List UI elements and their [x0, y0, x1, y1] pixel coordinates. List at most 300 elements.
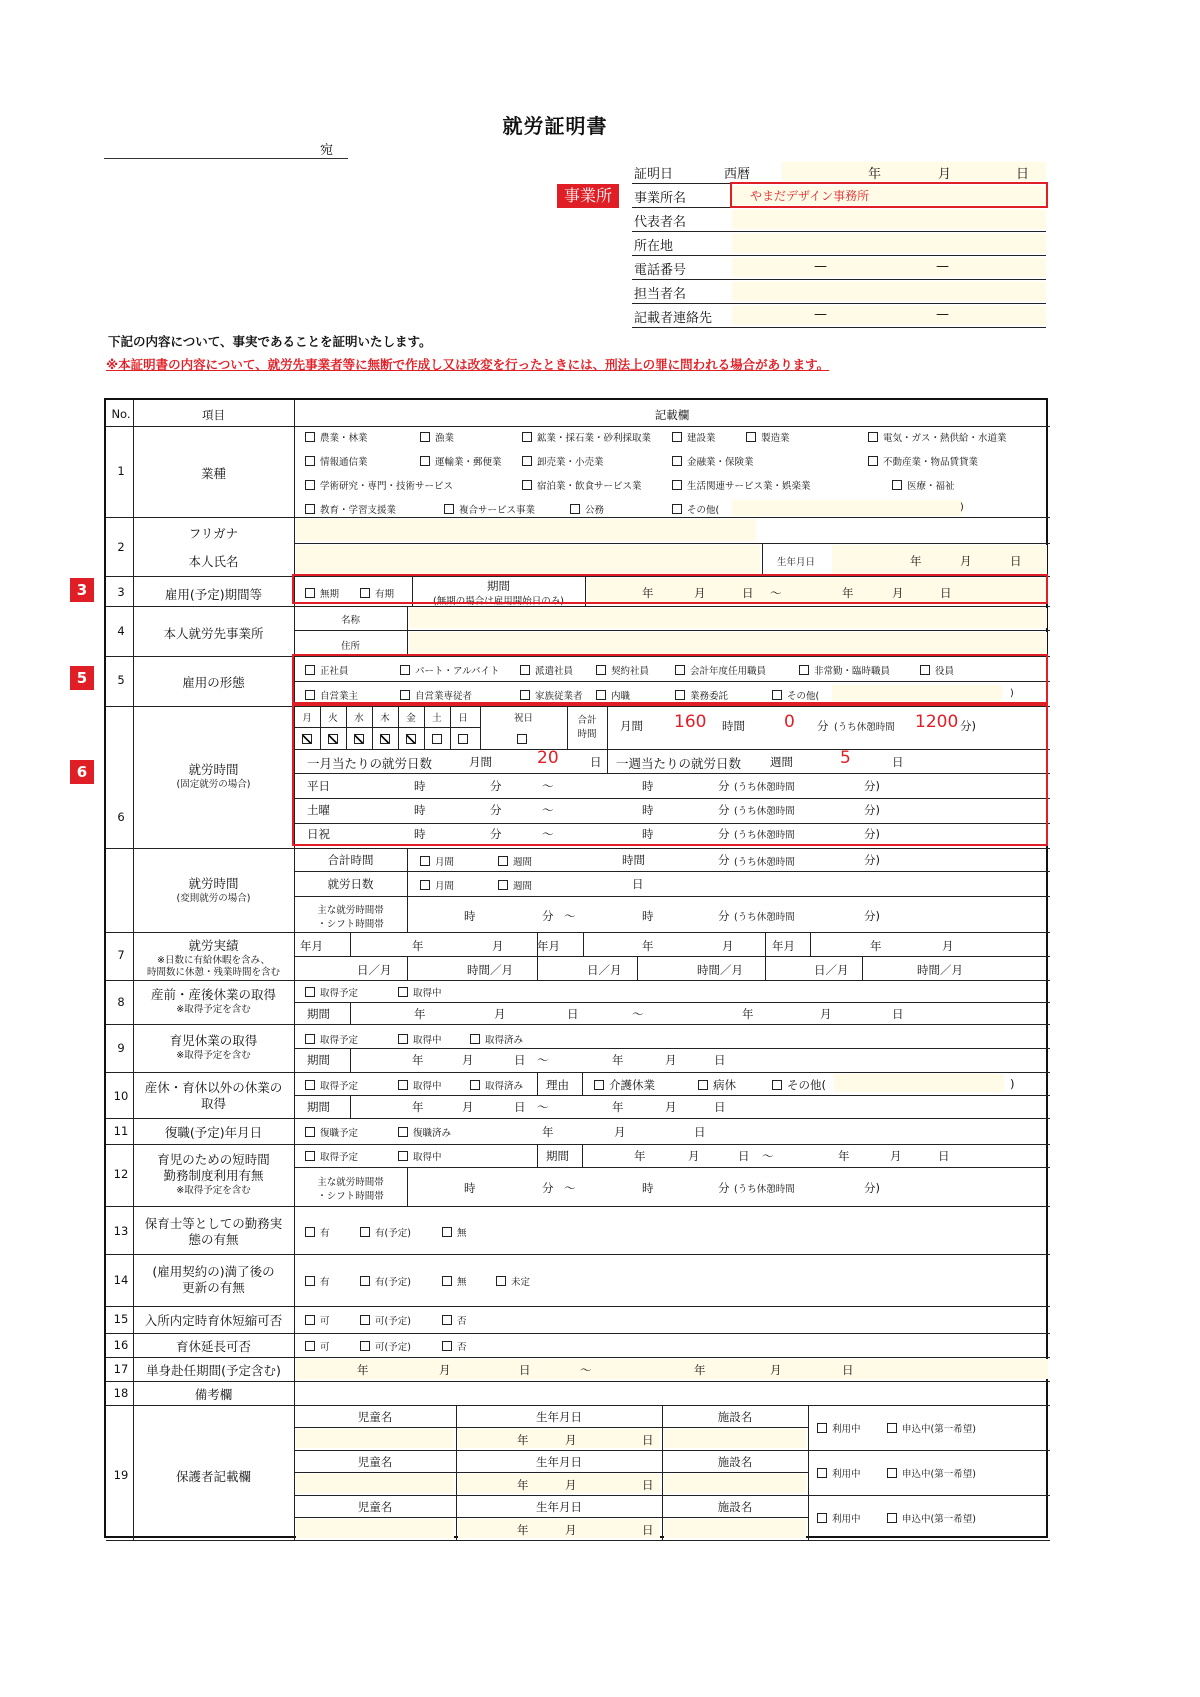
checkbox[interactable] [496, 1276, 506, 1286]
row-no: 11 [113, 1124, 129, 1138]
label: 月 [565, 1523, 577, 1537]
text [718, 852, 730, 868]
row-no: 17 [113, 1362, 129, 1376]
checkbox[interactable] [892, 480, 902, 490]
text [960, 553, 972, 569]
text [294, 1409, 456, 1425]
location-field[interactable] [732, 234, 1046, 253]
label: ) [1010, 688, 1014, 699]
label: (雇用契約の)満了後の [152, 1264, 275, 1279]
checkbox-option[interactable] [887, 1421, 976, 1435]
cert-date-row [632, 160, 1046, 184]
label: 年 [612, 1053, 624, 1067]
row-no [109, 995, 133, 1009]
checkbox[interactable] [420, 856, 430, 866]
label: 育休延長可否 [175, 1339, 251, 1354]
person-field[interactable] [732, 282, 1046, 301]
facility-field[interactable] [664, 1474, 806, 1493]
row-no: 14 [113, 1273, 129, 1287]
checkbox-option[interactable] [305, 1078, 358, 1092]
checkbox-option[interactable] [398, 985, 442, 999]
checkbox-option[interactable] [360, 1339, 411, 1353]
text [772, 938, 795, 954]
row-no: 13 [113, 1224, 129, 1238]
label: 利用中 [832, 1514, 861, 1525]
text [738, 1148, 750, 1164]
checkbox[interactable] [444, 504, 454, 514]
text [892, 1006, 904, 1022]
checkbox-option[interactable] [420, 854, 454, 868]
text [770, 1362, 782, 1378]
child-birth-field[interactable] [458, 1519, 660, 1538]
checkbox[interactable] [887, 1513, 897, 1523]
label: 派遣社員 [535, 666, 574, 677]
text [632, 876, 644, 892]
checkbox-option[interactable] [444, 502, 535, 516]
label: 年月 [537, 939, 560, 953]
text [133, 1123, 294, 1141]
label: 分) [864, 779, 880, 793]
facility-field[interactable] [664, 1519, 806, 1538]
label: 業務委託 [690, 691, 729, 702]
checkbox-option[interactable] [305, 1225, 330, 1239]
text [464, 1180, 476, 1196]
checkbox[interactable] [305, 504, 315, 514]
checkbox[interactable] [305, 456, 315, 466]
checkbox-option[interactable] [420, 430, 454, 444]
phone-field[interactable] [732, 258, 1046, 277]
text [294, 1188, 407, 1202]
checkbox[interactable] [305, 1315, 315, 1325]
checkbox-option[interactable] [498, 854, 532, 868]
label: 申込中(第一希望) [902, 1469, 976, 1480]
label: 期間 [487, 579, 510, 593]
checkbox-option[interactable] [360, 1274, 411, 1288]
label: 月 [492, 939, 504, 953]
text [456, 1499, 662, 1515]
checkbox[interactable] [672, 480, 682, 490]
text [492, 938, 504, 954]
label: 月間 [435, 881, 455, 892]
label: ) [1010, 1077, 1015, 1091]
label: 月 [665, 1053, 677, 1067]
warning: ※本証明書の内容について、就労先事業者等に無断で作成し又は改変を行ったときには、刑法上の罪に問われる場合があります。 [106, 357, 830, 372]
text [864, 908, 880, 924]
checkbox-option[interactable] [698, 1077, 736, 1093]
checkbox[interactable] [398, 1151, 408, 1161]
checkbox[interactable] [398, 987, 408, 997]
text [439, 1362, 451, 1378]
checkbox-option[interactable] [305, 1339, 330, 1353]
label: 申込中(第一希望) [902, 1424, 976, 1435]
checkbox-option[interactable] [672, 430, 716, 444]
label: 日 [892, 1007, 904, 1021]
label: 日 [714, 1053, 726, 1067]
name-field[interactable] [296, 545, 760, 574]
checkbox-option[interactable] [817, 1421, 861, 1435]
text [622, 852, 645, 868]
checkbox-option[interactable] [398, 1125, 451, 1139]
text [665, 1099, 677, 1115]
label: 復職済み [413, 1128, 452, 1139]
text [1010, 1077, 1015, 1091]
checkbox[interactable] [420, 880, 430, 890]
checkbox-option[interactable] [305, 985, 358, 999]
checkbox[interactable] [398, 1034, 408, 1044]
text [734, 854, 795, 868]
text [564, 908, 576, 924]
label: 児童名 [357, 1455, 393, 1469]
checkbox[interactable] [522, 456, 532, 466]
label: 取得中 [413, 988, 442, 999]
checkbox-option[interactable] [442, 1313, 467, 1327]
checkbox[interactable] [817, 1513, 827, 1523]
text [133, 1047, 294, 1061]
checkbox-option[interactable] [570, 502, 604, 516]
contact-field[interactable] [732, 306, 1046, 325]
col-entry [294, 407, 1050, 423]
col-item: 項目 [202, 408, 225, 422]
label: 月 [942, 939, 954, 953]
text [662, 1454, 808, 1470]
label: 時間／月 [467, 963, 513, 977]
label: 利用中 [832, 1424, 861, 1435]
checkbox-option[interactable] [892, 478, 955, 492]
label: (無期の場合は雇用開始日のみ) [433, 596, 564, 607]
checkbox[interactable] [305, 432, 315, 442]
text [542, 1124, 554, 1140]
text [294, 852, 407, 868]
text [642, 938, 654, 954]
checkbox[interactable] [398, 1127, 408, 1137]
checkbox[interactable] [305, 1080, 315, 1090]
checkbox-option[interactable] [360, 1225, 411, 1239]
label: 年 [414, 1007, 426, 1021]
checkbox-option[interactable] [398, 1032, 442, 1046]
text [565, 1432, 577, 1448]
cert-date-field[interactable] [782, 162, 1046, 181]
checkbox-option[interactable] [522, 454, 604, 468]
label: 分) [864, 827, 880, 841]
label: 役員 [935, 666, 955, 677]
row-no [109, 1224, 133, 1238]
label: 月 [614, 1125, 626, 1139]
checkbox-option[interactable] [672, 478, 811, 492]
checkbox-option[interactable] [305, 1125, 358, 1139]
row-no: 18 [113, 1386, 129, 1400]
checkbox-option[interactable] [305, 502, 396, 516]
checkbox-option[interactable] [305, 430, 368, 444]
facility-field[interactable] [664, 1429, 806, 1448]
workplace-name-field[interactable] [409, 608, 1047, 628]
checkbox-option[interactable] [868, 454, 978, 468]
label: 取得中 [413, 1035, 442, 1046]
text [642, 908, 654, 924]
grid-line [350, 1095, 351, 1118]
label: 日 [940, 586, 952, 600]
grid-line [106, 1405, 1050, 1406]
label: 日 [514, 1053, 526, 1067]
label: ※取得予定を含む [176, 1185, 251, 1196]
checkbox-option[interactable] [305, 1149, 358, 1163]
label: 年 [694, 1363, 706, 1377]
checkbox[interactable] [672, 504, 682, 514]
text [537, 1052, 549, 1068]
text [718, 1180, 730, 1196]
checkbox-option[interactable] [498, 878, 532, 892]
checkbox[interactable] [360, 1276, 370, 1286]
label: 取得済み [485, 1081, 524, 1092]
checkbox[interactable] [305, 987, 315, 997]
checkbox-option[interactable] [868, 430, 1007, 444]
label: 可 [320, 1316, 330, 1327]
text [537, 1099, 549, 1115]
checkbox-option[interactable] [817, 1466, 861, 1480]
checkbox[interactable] [868, 432, 878, 442]
label: 日 [642, 1478, 654, 1492]
label: 建設業 [687, 433, 716, 444]
child-name-field[interactable] [296, 1474, 454, 1493]
checkbox[interactable] [570, 504, 580, 514]
label: ～ [762, 1149, 774, 1163]
label: ～ [542, 827, 554, 841]
checkbox-option[interactable] [305, 1274, 330, 1288]
label: 土曜 [307, 803, 330, 817]
label: 日 [842, 1363, 854, 1377]
label: 取得予定 [320, 1152, 359, 1163]
child-name-field[interactable] [296, 1519, 454, 1538]
label: 期間 [307, 1053, 330, 1067]
text [307, 1006, 330, 1022]
text [734, 909, 795, 923]
checkbox[interactable] [420, 432, 430, 442]
checkbox-option[interactable] [442, 1274, 467, 1288]
col-item [133, 407, 294, 423]
grid-line [106, 1206, 1050, 1207]
text [642, 1522, 654, 1538]
label: 日 [714, 1100, 726, 1114]
label: 月間 [435, 857, 455, 868]
checkbox-option[interactable] [360, 1313, 411, 1327]
checkbox-option[interactable] [442, 1339, 467, 1353]
label: 雇用(予定)期間等 [164, 587, 263, 602]
text [642, 1180, 654, 1196]
checkbox-option[interactable] [746, 430, 790, 444]
label: 漁業 [435, 433, 455, 444]
leave-other-field[interactable] [834, 1074, 1004, 1092]
checkbox-option[interactable] [398, 1149, 442, 1163]
checkbox-option[interactable] [522, 430, 651, 444]
checkbox-option[interactable] [305, 1313, 330, 1327]
checkbox[interactable] [305, 1276, 315, 1286]
text [133, 1182, 294, 1196]
label: 取得予定 [320, 1081, 359, 1092]
row-no [109, 464, 133, 478]
label: 月 [439, 1363, 451, 1377]
row-no [109, 1312, 133, 1326]
checkbox[interactable] [868, 456, 878, 466]
row-no [109, 1362, 133, 1376]
cert-location-label: 所在地 [634, 239, 674, 254]
checkbox[interactable] [746, 432, 756, 442]
label: 取得済み [485, 1035, 524, 1046]
checkbox-option[interactable] [887, 1466, 976, 1480]
checkbox-option[interactable] [305, 478, 453, 492]
label: 年 [612, 1100, 624, 1114]
checkbox-option[interactable] [398, 1078, 442, 1092]
grid-line [106, 932, 1050, 933]
checkbox[interactable] [698, 1080, 708, 1090]
checkbox[interactable] [420, 456, 430, 466]
checkbox-option[interactable] [305, 454, 368, 468]
label: ※日数に有給休暇を含み、 [156, 955, 271, 966]
text [688, 1148, 700, 1164]
dash: — [936, 307, 949, 322]
label: 備考欄 [194, 1387, 233, 1402]
assignment-period-field[interactable] [296, 1359, 1048, 1379]
cert-office-label: 事業所名 [634, 191, 687, 206]
grid-line [294, 1427, 808, 1428]
checkbox[interactable] [594, 1080, 604, 1090]
checkbox[interactable] [887, 1468, 897, 1478]
child-name-field[interactable] [296, 1429, 454, 1448]
checkbox[interactable] [522, 480, 532, 490]
label: 主な就労時間帯 [317, 905, 384, 916]
checkbox[interactable] [360, 1341, 370, 1351]
checkbox-option[interactable] [522, 478, 642, 492]
workplace-address-field[interactable] [409, 632, 1047, 654]
checkbox-option[interactable] [420, 878, 454, 892]
checkbox[interactable] [360, 1315, 370, 1325]
cert-rep-label: 代表者名 [634, 215, 687, 230]
checkbox[interactable] [360, 1227, 370, 1237]
checkbox-option[interactable] [470, 1078, 523, 1092]
rep-name-field[interactable] [732, 210, 1046, 229]
label: 卸売業・小売業 [537, 457, 604, 468]
label: (変則就労の場合) [176, 893, 251, 904]
row-no: 3 [117, 585, 125, 599]
checkbox[interactable] [470, 1034, 480, 1044]
checkbox-option[interactable] [442, 1225, 467, 1239]
label: (うち休憩時間 [734, 830, 795, 841]
text [133, 1278, 294, 1296]
checkbox[interactable] [772, 1080, 782, 1090]
row-no [109, 1338, 133, 1352]
badge-5: 5 [70, 666, 94, 690]
grid-line [537, 956, 538, 980]
checkbox[interactable] [817, 1423, 827, 1433]
text [357, 962, 392, 978]
checkbox[interactable] [498, 880, 508, 890]
label: 病休 [713, 1078, 736, 1092]
label: 無期 [320, 589, 340, 600]
label: 児童名 [357, 1410, 393, 1424]
checkbox-option[interactable] [817, 1511, 861, 1525]
checkbox[interactable] [305, 1151, 315, 1161]
checkbox-option[interactable] [420, 454, 502, 468]
highlight-row-5 [292, 654, 1048, 704]
text [133, 964, 294, 978]
label: 一週当たりの就労日数 [616, 756, 742, 771]
text [960, 502, 964, 513]
label: ※取得予定を含む [176, 1004, 251, 1015]
checkbox[interactable] [442, 1227, 452, 1237]
label: 否 [457, 1316, 467, 1327]
checkbox-option[interactable] [672, 454, 754, 468]
furigana-field[interactable] [296, 519, 756, 541]
addressee-line[interactable] [104, 158, 348, 159]
checkbox[interactable] [817, 1468, 827, 1478]
checkbox-option[interactable] [496, 1274, 530, 1288]
checkbox[interactable] [498, 856, 508, 866]
text [464, 908, 476, 924]
label: 製造業 [761, 433, 790, 444]
era-label: 西暦 [724, 167, 751, 182]
checkbox[interactable] [442, 1276, 452, 1286]
text [294, 1174, 407, 1188]
label: 鉱業・採石業・砂利採取業 [537, 433, 652, 444]
label: 月 [688, 1149, 700, 1163]
label: ～ [537, 1053, 549, 1067]
text [814, 962, 849, 978]
checkbox[interactable] [672, 432, 682, 442]
label: 年 [910, 554, 922, 568]
label: 更新の有無 [182, 1280, 245, 1295]
label: 週間 [770, 755, 793, 769]
label: 農業・林業 [320, 433, 368, 444]
text [294, 638, 407, 652]
checkbox-option[interactable] [672, 502, 719, 516]
checkbox-option[interactable] [470, 1032, 523, 1046]
child-birth-field[interactable] [458, 1429, 660, 1448]
text [133, 624, 294, 642]
checkbox[interactable] [398, 1080, 408, 1090]
checkbox[interactable] [442, 1341, 452, 1351]
checkbox[interactable] [305, 480, 315, 490]
checkbox[interactable] [305, 1341, 315, 1351]
checkbox[interactable] [305, 1034, 315, 1044]
grid-line [106, 1306, 1050, 1307]
industry-other-field[interactable] [732, 500, 962, 516]
text [294, 1454, 456, 1470]
col-entry: 記載欄 [654, 408, 690, 422]
grid-line [407, 606, 408, 656]
checkbox[interactable] [305, 1127, 315, 1137]
checkbox-option[interactable] [772, 1077, 826, 1093]
col-no: No. [111, 407, 131, 421]
checkbox-option[interactable] [887, 1511, 976, 1525]
grid-line [106, 1357, 1050, 1358]
child-birth-field[interactable] [458, 1474, 660, 1493]
checkbox[interactable] [470, 1080, 480, 1090]
text [414, 1006, 426, 1022]
label: 分 [718, 779, 730, 793]
checkbox[interactable] [442, 1315, 452, 1325]
label: 本人就労先事業所 [163, 626, 264, 641]
checkbox[interactable] [305, 1227, 315, 1237]
checkbox[interactable] [522, 432, 532, 442]
label: 施設名 [717, 1455, 753, 1469]
label: 合計時間 [327, 853, 374, 867]
checkbox[interactable] [672, 456, 682, 466]
checkbox-option[interactable] [305, 1032, 358, 1046]
text [612, 1052, 624, 1068]
label: 公務 [585, 505, 605, 516]
checkbox[interactable] [887, 1423, 897, 1433]
row-no [109, 1089, 133, 1103]
text [357, 1362, 369, 1378]
checkbox-option[interactable] [594, 1077, 655, 1093]
